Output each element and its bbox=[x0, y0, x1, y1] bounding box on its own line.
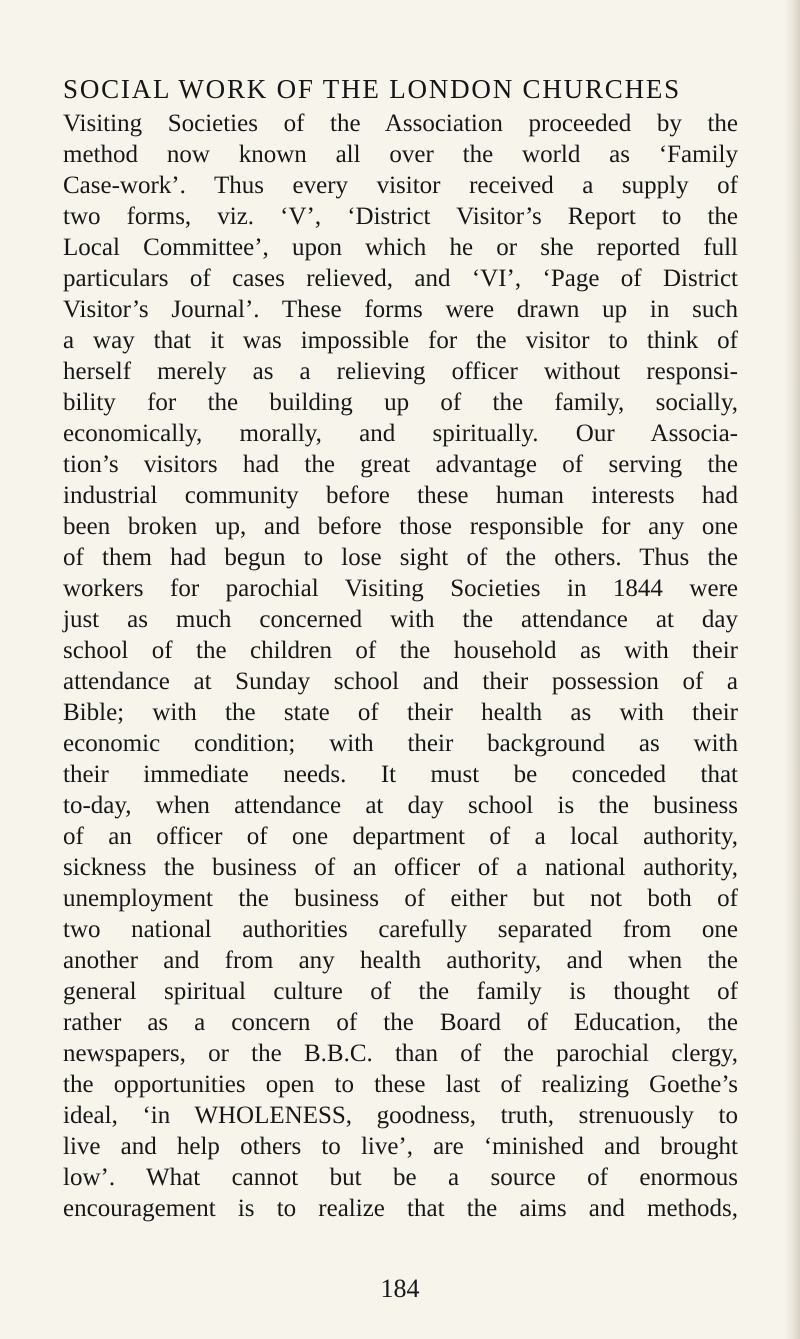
text-line: bility for the building up of the family, socially, bbox=[63, 389, 738, 416]
text-line: encouragement is to realize that the aims and methods, bbox=[63, 1195, 738, 1222]
text-line: Visiting Societies of the Association proceeded by the bbox=[63, 110, 738, 137]
text-line: of them had begun to lose sight of the others. Thus the bbox=[63, 544, 738, 571]
text-line: two forms, viz. ‘V’, ‘District Visitor’s Report to the bbox=[63, 203, 738, 230]
text-line: just as much concerned with the attendance at day bbox=[63, 606, 738, 633]
text-line: industrial community before these human interests had bbox=[63, 482, 738, 509]
text-line: unemployment the business of either but not both of bbox=[63, 885, 738, 912]
text-line: the opportunities open to these last of realizing Goethe’s bbox=[63, 1071, 738, 1098]
body-text bbox=[63, 108, 738, 1224]
text-line: Visitor’s Journal’. These forms were drawn up in such bbox=[63, 296, 738, 323]
text-line: live and help others to live’, are ‘minished and brought bbox=[63, 1133, 738, 1160]
text-line: sickness the business of an officer of a national authority, bbox=[63, 854, 738, 881]
text-line: Local Committee’, upon which he or she reported full bbox=[63, 234, 738, 261]
text-line: Case-work’. Thus every visitor received a supply of bbox=[63, 172, 738, 199]
text-line: workers for parochial Visiting Societies in 1844 were bbox=[63, 575, 738, 602]
text-line: herself merely as a relieving officer without responsi- bbox=[63, 358, 738, 385]
text-line: been broken up, and before those responsible for any one bbox=[63, 513, 738, 540]
text-line: ideal, ‘in WHOLENESS, goodness, truth, strenuously to bbox=[63, 1102, 738, 1129]
text-line: low’. What cannot but be a source of enormous bbox=[63, 1164, 738, 1191]
running-head: SOCIAL WORK OF THE LONDON CHURCHES bbox=[63, 74, 681, 104]
text-line: their immediate needs. It must be conceded that bbox=[63, 761, 738, 788]
text-line: another and from any health authority, and when the bbox=[63, 947, 738, 974]
text-line: attendance at Sunday school and their possession of a bbox=[63, 668, 738, 695]
text-line: tion’s visitors had the great advantage of serving the bbox=[63, 451, 738, 478]
page-edge-shadow bbox=[784, 0, 800, 1339]
text-line: economically, morally, and spiritually. Our Associa- bbox=[63, 420, 738, 447]
text-line: economic condition; with their background as with bbox=[63, 730, 738, 757]
text-line: Bible; with the state of their health as with their bbox=[63, 699, 738, 726]
text-line: newspapers, or the B.B.C. than of the parochial clergy, bbox=[63, 1040, 738, 1067]
text-line: method now known all over the world as ‘Family bbox=[63, 141, 738, 168]
text-line: of an officer of one department of a local authority, bbox=[63, 823, 738, 850]
page-number: 184 bbox=[380, 1274, 420, 1303]
text-line: general spiritual culture of the family is thought of bbox=[63, 978, 738, 1005]
text-line: two national authorities carefully separated from one bbox=[63, 916, 738, 943]
text-line: rather as a concern of the Board of Education, the bbox=[63, 1009, 738, 1036]
text-line: particulars of cases relieved, and ‘VI’, ‘Page of District bbox=[63, 265, 738, 292]
text-line: to-day, when attendance at day school is the business bbox=[63, 792, 738, 819]
text-line: a way that it was impossible for the visitor to think of bbox=[63, 327, 738, 354]
text-line: school of the children of the household as with their bbox=[63, 637, 738, 664]
